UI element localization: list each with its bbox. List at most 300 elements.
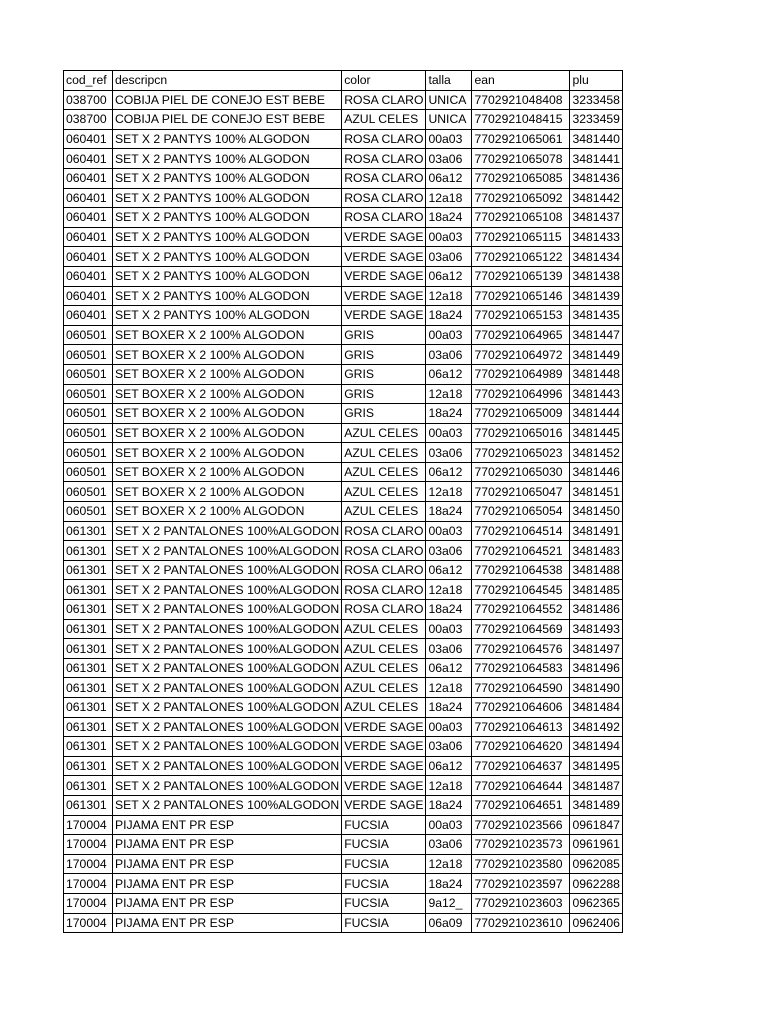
cell-ean[interactable]: 7702921064996 [472,384,570,404]
cell-talla[interactable]: 18a24 [426,600,472,620]
cell-cod-ref[interactable]: 060401 [64,266,113,286]
cell-plu[interactable]: 3481449 [570,345,623,365]
cell-color[interactable]: AZUL CELES [342,619,426,639]
cell-plu[interactable]: 3481494 [570,737,623,757]
cell-plu[interactable]: 3481434 [570,247,623,267]
cell-talla[interactable]: 12a18 [426,482,472,502]
cell-ean[interactable]: 7702921065047 [472,482,570,502]
cell-cod-ref[interactable]: 061301 [64,658,113,678]
cell-descripcn[interactable]: SET X 2 PANTALONES 100%ALGODON [113,521,342,541]
table-body [64,90,623,933]
table-row [64,717,623,737]
cell-talla[interactable]: 00a03 [426,129,472,149]
cell-ean[interactable]: 7702921048415 [472,110,570,130]
cell-cod-ref[interactable]: 060501 [64,423,113,443]
cell-talla[interactable]: 06a12 [426,658,472,678]
cell-ean[interactable]: 7702921065054 [472,502,570,522]
cell-cod-ref[interactable]: 060501 [64,443,113,463]
cell-plu[interactable]: 3481491 [570,521,623,541]
cell-descripcn[interactable]: SET X 2 PANTYS 100% ALGODON [113,247,342,267]
cell-color[interactable]: AZUL CELES [342,658,426,678]
cell-ean[interactable]: 7702921065146 [472,286,570,306]
table-row [64,678,623,698]
cell-color[interactable]: ROSA CLARO [342,188,426,208]
cell-color[interactable]: GRIS [342,404,426,424]
cell-color[interactable]: VERDE SAGE [342,247,426,267]
cell-talla[interactable]: 00a03 [426,815,472,835]
table-row [64,619,623,639]
cell-talla[interactable]: 06a12 [426,364,472,384]
cell-talla[interactable]: 12a18 [426,854,472,874]
cell-plu[interactable]: 0962406 [570,913,623,933]
cell-talla[interactable]: 00a03 [426,717,472,737]
cell-cod-ref[interactable]: 170004 [64,835,113,855]
cell-descripcn[interactable]: SET X 2 PANTALONES 100%ALGODON [113,717,342,737]
cell-plu[interactable]: 3481497 [570,639,623,659]
cell-talla[interactable]: 12a18 [426,188,472,208]
cell-descripcn[interactable]: PIJAMA ENT PR ESP [113,835,342,855]
table-row [64,266,623,286]
table-row [64,168,623,188]
cell-descripcn[interactable]: SET X 2 PANTYS 100% ALGODON [113,168,342,188]
table-row [64,815,623,835]
cell-plu[interactable]: 3481448 [570,364,623,384]
table-row [64,893,623,913]
cell-ean[interactable]: 7702921023610 [472,913,570,933]
table-row [64,658,623,678]
cell-descripcn[interactable]: PIJAMA ENT PR ESP [113,815,342,835]
spreadsheet [63,70,623,933]
cell-cod-ref[interactable]: 061301 [64,795,113,815]
cell-cod-ref[interactable]: 061301 [64,639,113,659]
cell-plu[interactable]: 3481493 [570,619,623,639]
cell-cod-ref[interactable]: 060501 [64,502,113,522]
cell-ean[interactable]: 7702921065108 [472,208,570,228]
cell-talla[interactable]: 06a12 [426,266,472,286]
cell-color[interactable]: AZUL CELES [342,639,426,659]
cell-cod-ref[interactable]: 061301 [64,541,113,561]
cell-plu[interactable]: 3481433 [570,227,623,247]
cell-descripcn[interactable]: SET X 2 PANTALONES 100%ALGODON [113,600,342,620]
cell-plu[interactable]: 3481436 [570,168,623,188]
cell-cod-ref[interactable]: 170004 [64,854,113,874]
cell-talla[interactable]: 03a06 [426,737,472,757]
cell-ean[interactable]: 7702921023580 [472,854,570,874]
cell-plu[interactable]: 0961847 [570,815,623,835]
cell-plu[interactable]: 3481483 [570,541,623,561]
cell-cod-ref[interactable]: 060401 [64,208,113,228]
cell-color[interactable]: VERDE SAGE [342,737,426,757]
cell-descripcn[interactable]: SET X 2 PANTALONES 100%ALGODON [113,639,342,659]
cell-plu[interactable]: 3481435 [570,306,623,326]
cell-cod-ref[interactable]: 060401 [64,188,113,208]
cell-ean[interactable]: 7702921048408 [472,90,570,110]
table-row [64,795,623,815]
cell-ean[interactable]: 7702921064514 [472,521,570,541]
cell-ean[interactable]: 7702921065016 [472,423,570,443]
cell-descripcn[interactable]: SET X 2 PANTYS 100% ALGODON [113,149,342,169]
cell-color[interactable]: VERDE SAGE [342,266,426,286]
cell-talla[interactable]: 12a18 [426,384,472,404]
cell-ean[interactable]: 7702921064583 [472,658,570,678]
cell-plu[interactable]: 3481441 [570,149,623,169]
cell-descripcn[interactable]: SET X 2 PANTYS 100% ALGODON [113,129,342,149]
cell-color[interactable]: AZUL CELES [342,502,426,522]
table-row [64,541,623,561]
cell-color[interactable]: FUCSIA [342,913,426,933]
header-plu[interactable]: plu [570,71,623,91]
cell-color[interactable]: GRIS [342,384,426,404]
cell-ean[interactable]: 7702921023597 [472,874,570,894]
table-row [64,129,623,149]
cell-cod-ref[interactable]: 038700 [64,90,113,110]
cell-plu[interactable]: 3481446 [570,462,623,482]
cell-cod-ref[interactable]: 060401 [64,149,113,169]
cell-color[interactable]: VERDE SAGE [342,306,426,326]
cell-descripcn[interactable]: SET X 2 PANTALONES 100%ALGODON [113,678,342,698]
cell-ean[interactable]: 7702921064521 [472,541,570,561]
cell-talla[interactable]: 00a03 [426,227,472,247]
cell-descripcn[interactable]: SET BOXER X 2 100% ALGODON [113,502,342,522]
cell-talla[interactable]: 06a09 [426,913,472,933]
cell-descripcn[interactable]: SET X 2 PANTYS 100% ALGODON [113,266,342,286]
cell-descripcn[interactable]: SET X 2 PANTALONES 100%ALGODON [113,619,342,639]
cell-ean[interactable]: 7702921065092 [472,188,570,208]
cell-plu[interactable]: 3481439 [570,286,623,306]
cell-plu[interactable]: 3481496 [570,658,623,678]
cell-descripcn[interactable]: PIJAMA ENT PR ESP [113,893,342,913]
cell-descripcn[interactable]: SET X 2 PANTALONES 100%ALGODON [113,541,342,561]
table-row [64,482,623,502]
cell-color[interactable]: GRIS [342,345,426,365]
cell-descripcn[interactable]: SET X 2 PANTYS 100% ALGODON [113,286,342,306]
cell-cod-ref[interactable]: 060401 [64,168,113,188]
cell-plu[interactable]: 3481445 [570,423,623,443]
cell-descripcn[interactable]: PIJAMA ENT PR ESP [113,913,342,933]
cell-cod-ref[interactable]: 170004 [64,913,113,933]
cell-plu[interactable]: 0962365 [570,893,623,913]
cell-talla[interactable]: 03a06 [426,345,472,365]
cell-ean[interactable]: 7702921064972 [472,345,570,365]
cell-plu[interactable]: 3481452 [570,443,623,463]
cell-plu[interactable]: 0962085 [570,854,623,874]
table-row [64,325,623,345]
table-row [64,90,623,110]
cell-plu[interactable]: 3481437 [570,208,623,228]
cell-descripcn[interactable]: SET BOXER X 2 100% ALGODON [113,423,342,443]
cell-cod-ref[interactable]: 038700 [64,110,113,130]
cell-ean[interactable]: 7702921064552 [472,600,570,620]
cell-ean[interactable]: 7702921065061 [472,129,570,149]
table-row [64,110,623,130]
cell-plu[interactable]: 0961961 [570,835,623,855]
cell-cod-ref[interactable]: 061301 [64,580,113,600]
header-row [64,71,623,91]
cell-color[interactable]: ROSA CLARO [342,90,426,110]
cell-descripcn[interactable]: SET BOXER X 2 100% ALGODON [113,325,342,345]
header-talla[interactable]: talla [426,71,472,91]
cell-cod-ref[interactable]: 170004 [64,815,113,835]
cell-color[interactable]: AZUL CELES [342,423,426,443]
cell-talla[interactable]: 12a18 [426,286,472,306]
cell-ean[interactable]: 7702921064637 [472,756,570,776]
cell-descripcn[interactable]: SET BOXER X 2 100% ALGODON [113,364,342,384]
cell-ean[interactable]: 7702921064545 [472,580,570,600]
cell-color[interactable]: ROSA CLARO [342,168,426,188]
cell-descripcn[interactable]: SET BOXER X 2 100% ALGODON [113,482,342,502]
table-row [64,698,623,718]
cell-talla[interactable]: 00a03 [426,423,472,443]
table-row [64,188,623,208]
cell-ean[interactable]: 7702921023573 [472,835,570,855]
cell-descripcn[interactable]: SET X 2 PANTYS 100% ALGODON [113,208,342,228]
cell-ean[interactable]: 7702921064644 [472,776,570,796]
cell-descripcn[interactable]: PIJAMA ENT PR ESP [113,874,342,894]
cell-cod-ref[interactable]: 060501 [64,404,113,424]
cell-color[interactable]: VERDE SAGE [342,756,426,776]
cell-ean[interactable]: 7702921065078 [472,149,570,169]
cell-ean[interactable]: 7702921064613 [472,717,570,737]
cell-cod-ref[interactable]: 060401 [64,286,113,306]
table-row [64,306,623,326]
cell-color[interactable]: AZUL CELES [342,678,426,698]
cell-talla[interactable]: 06a12 [426,560,472,580]
cell-color[interactable]: FUCSIA [342,815,426,835]
cell-cod-ref[interactable]: 061301 [64,756,113,776]
cell-talla[interactable]: 03a06 [426,149,472,169]
table-row [64,404,623,424]
cell-cod-ref[interactable]: 061301 [64,678,113,698]
cell-color[interactable]: ROSA CLARO [342,600,426,620]
cell-talla[interactable]: 03a06 [426,835,472,855]
cell-talla[interactable]: 00a03 [426,619,472,639]
cell-cod-ref[interactable]: 170004 [64,893,113,913]
cell-plu[interactable]: 3481484 [570,698,623,718]
cell-talla[interactable]: 06a12 [426,168,472,188]
cell-ean[interactable]: 7702921064576 [472,639,570,659]
cell-plu[interactable]: 3481440 [570,129,623,149]
cell-plu[interactable]: 3481450 [570,502,623,522]
cell-cod-ref[interactable]: 061301 [64,737,113,757]
cell-talla[interactable]: 12a18 [426,580,472,600]
cell-ean[interactable]: 7702921023566 [472,815,570,835]
cell-descripcn[interactable]: SET BOXER X 2 100% ALGODON [113,462,342,482]
cell-cod-ref[interactable]: 061301 [64,521,113,541]
cell-descripcn[interactable]: COBIJA PIEL DE CONEJO EST BEBE [113,90,342,110]
cell-descripcn[interactable]: SET X 2 PANTALONES 100%ALGODON [113,756,342,776]
cell-color[interactable]: FUCSIA [342,893,426,913]
cell-cod-ref[interactable]: 061301 [64,698,113,718]
cell-plu[interactable]: 0962288 [570,874,623,894]
cell-talla[interactable]: 18a24 [426,208,472,228]
cell-plu[interactable]: 3233458 [570,90,623,110]
cell-talla[interactable]: 00a03 [426,521,472,541]
cell-talla[interactable]: 18a24 [426,404,472,424]
cell-color[interactable]: ROSA CLARO [342,560,426,580]
cell-cod-ref[interactable]: 061301 [64,560,113,580]
table-row [64,247,623,267]
cell-cod-ref[interactable]: 060401 [64,129,113,149]
cell-descripcn[interactable]: SET BOXER X 2 100% ALGODON [113,404,342,424]
cell-cod-ref[interactable]: 060501 [64,364,113,384]
cell-color[interactable]: ROSA CLARO [342,149,426,169]
cell-cod-ref[interactable]: 060501 [64,345,113,365]
cell-color[interactable]: AZUL CELES [342,462,426,482]
cell-color[interactable]: ROSA CLARO [342,521,426,541]
cell-color[interactable]: FUCSIA [342,874,426,894]
cell-ean[interactable]: 7702921064651 [472,795,570,815]
cell-color[interactable]: ROSA CLARO [342,541,426,561]
cell-color[interactable]: FUCSIA [342,835,426,855]
cell-descripcn[interactable]: SET X 2 PANTYS 100% ALGODON [113,227,342,247]
cell-cod-ref[interactable]: 061301 [64,776,113,796]
cell-cod-ref[interactable]: 061301 [64,717,113,737]
cell-ean[interactable]: 7702921065139 [472,266,570,286]
cell-plu[interactable]: 3481492 [570,717,623,737]
cell-cod-ref[interactable]: 060401 [64,247,113,267]
table-row [64,854,623,874]
cell-plu[interactable]: 3481487 [570,776,623,796]
header-color[interactable]: color [342,71,426,91]
cell-color[interactable]: AZUL CELES [342,698,426,718]
cell-cod-ref[interactable]: 170004 [64,874,113,894]
cell-descripcn[interactable]: SET X 2 PANTYS 100% ALGODON [113,188,342,208]
cell-plu[interactable]: 3481444 [570,404,623,424]
cell-color[interactable]: GRIS [342,364,426,384]
cell-descripcn[interactable]: PIJAMA ENT PR ESP [113,854,342,874]
cell-talla[interactable]: 03a06 [426,639,472,659]
cell-plu[interactable]: 3481488 [570,560,623,580]
cell-color[interactable]: VERDE SAGE [342,717,426,737]
cell-talla[interactable]: 06a12 [426,756,472,776]
cell-color[interactable]: VERDE SAGE [342,227,426,247]
cell-talla[interactable]: 18a24 [426,502,472,522]
header-ean[interactable]: ean [472,71,570,91]
table-row [64,345,623,365]
cell-talla[interactable]: UNICA [426,110,472,130]
cell-plu[interactable]: 3481490 [570,678,623,698]
header-cod-ref[interactable]: cod_ref [64,71,113,91]
table-row [64,580,623,600]
table-row [64,502,623,522]
cell-descripcn[interactable]: SET X 2 PANTALONES 100%ALGODON [113,776,342,796]
cell-descripcn[interactable]: SET BOXER X 2 100% ALGODON [113,384,342,404]
cell-plu[interactable]: 3481451 [570,482,623,502]
cell-color[interactable]: VERDE SAGE [342,286,426,306]
cell-cod-ref[interactable]: 060501 [64,384,113,404]
cell-descripcn[interactable]: SET BOXER X 2 100% ALGODON [113,345,342,365]
cell-color[interactable]: ROSA CLARO [342,580,426,600]
cell-talla[interactable]: 03a06 [426,541,472,561]
cell-ean[interactable]: 7702921064989 [472,364,570,384]
product-table [63,70,623,933]
cell-ean[interactable]: 7702921064606 [472,698,570,718]
cell-cod-ref[interactable]: 060501 [64,482,113,502]
cell-color[interactable]: VERDE SAGE [342,795,426,815]
cell-color[interactable]: AZUL CELES [342,110,426,130]
cell-descripcn[interactable]: SET X 2 PANTALONES 100%ALGODON [113,658,342,678]
cell-ean[interactable]: 7702921064965 [472,325,570,345]
cell-cod-ref[interactable]: 060501 [64,462,113,482]
cell-plu[interactable]: 3481442 [570,188,623,208]
cell-cod-ref[interactable]: 060401 [64,227,113,247]
cell-ean[interactable]: 7702921064538 [472,560,570,580]
cell-descripcn[interactable]: COBIJA PIEL DE CONEJO EST BEBE [113,110,342,130]
cell-plu[interactable]: 3481489 [570,795,623,815]
table-row [64,639,623,659]
cell-color[interactable]: ROSA CLARO [342,129,426,149]
cell-plu[interactable]: 3481485 [570,580,623,600]
cell-ean[interactable]: 7702921065030 [472,462,570,482]
cell-talla[interactable]: 03a06 [426,443,472,463]
cell-talla[interactable]: 9a12_ [426,893,472,913]
cell-color[interactable]: VERDE SAGE [342,776,426,796]
cell-color[interactable]: AZUL CELES [342,482,426,502]
cell-talla[interactable]: 06a12 [426,462,472,482]
table-row [64,227,623,247]
cell-talla[interactable]: 03a06 [426,247,472,267]
cell-talla[interactable]: 12a18 [426,678,472,698]
cell-ean[interactable]: 7702921065085 [472,168,570,188]
header-descripcn[interactable]: descripcn [113,71,342,91]
cell-talla[interactable]: 18a24 [426,874,472,894]
table-row [64,462,623,482]
cell-cod-ref[interactable]: 060401 [64,306,113,326]
cell-descripcn[interactable]: SET X 2 PANTALONES 100%ALGODON [113,737,342,757]
cell-descripcn[interactable]: SET X 2 PANTALONES 100%ALGODON [113,580,342,600]
cell-color[interactable]: GRIS [342,325,426,345]
cell-talla[interactable]: 18a24 [426,795,472,815]
table-row [64,208,623,228]
cell-plu[interactable]: 3481438 [570,266,623,286]
cell-talla[interactable]: UNICA [426,90,472,110]
cell-color[interactable]: AZUL CELES [342,443,426,463]
cell-ean[interactable]: 7702921064569 [472,619,570,639]
cell-ean[interactable]: 7702921065115 [472,227,570,247]
cell-descripcn[interactable]: SET X 2 PANTALONES 100%ALGODON [113,560,342,580]
cell-ean[interactable]: 7702921065153 [472,306,570,326]
table-row [64,913,623,933]
cell-talla[interactable]: 18a24 [426,698,472,718]
cell-plu[interactable]: 3481443 [570,384,623,404]
cell-descripcn[interactable]: SET X 2 PANTALONES 100%ALGODON [113,698,342,718]
cell-talla[interactable]: 18a24 [426,306,472,326]
table-row [64,364,623,384]
cell-ean[interactable]: 7702921065009 [472,404,570,424]
cell-ean[interactable]: 7702921064590 [472,678,570,698]
cell-talla[interactable]: 00a03 [426,325,472,345]
cell-ean[interactable]: 7702921065122 [472,247,570,267]
table-row [64,560,623,580]
cell-ean[interactable]: 7702921065023 [472,443,570,463]
cell-descripcn[interactable]: SET X 2 PANTALONES 100%ALGODON [113,795,342,815]
cell-descripcn[interactable]: SET BOXER X 2 100% ALGODON [113,443,342,463]
cell-color[interactable]: ROSA CLARO [342,208,426,228]
cell-cod-ref[interactable]: 060501 [64,325,113,345]
cell-plu[interactable]: 3233459 [570,110,623,130]
cell-cod-ref[interactable]: 061301 [64,619,113,639]
cell-descripcn[interactable]: SET X 2 PANTYS 100% ALGODON [113,306,342,326]
table-row [64,384,623,404]
cell-color[interactable]: FUCSIA [342,854,426,874]
cell-plu[interactable]: 3481447 [570,325,623,345]
cell-ean[interactable]: 7702921064620 [472,737,570,757]
cell-talla[interactable]: 12a18 [426,776,472,796]
cell-plu[interactable]: 3481495 [570,756,623,776]
cell-cod-ref[interactable]: 061301 [64,600,113,620]
cell-plu[interactable]: 3481486 [570,600,623,620]
cell-ean[interactable]: 7702921023603 [472,893,570,913]
